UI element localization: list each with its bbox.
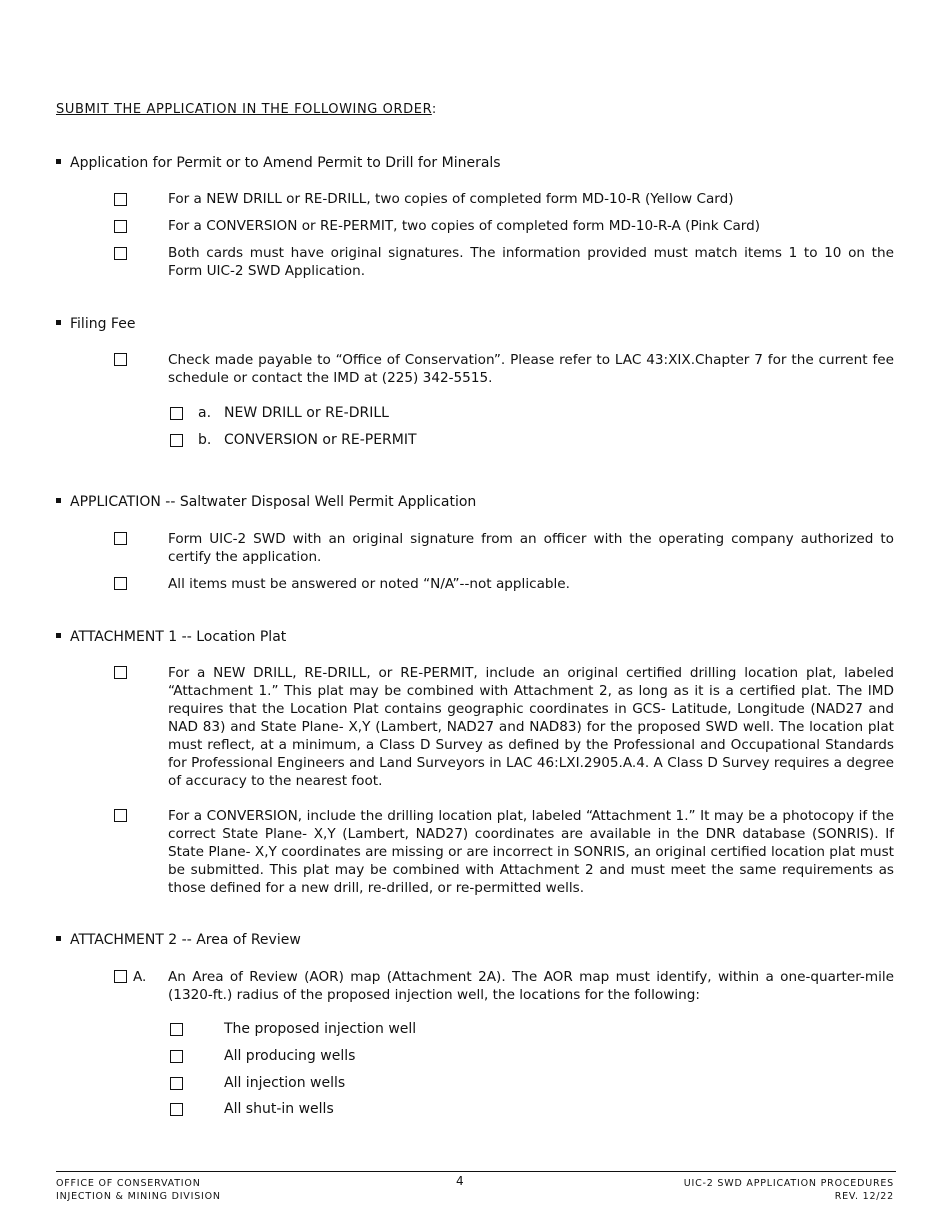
footer-left	[56, 1177, 221, 1203]
footer-right	[684, 1177, 894, 1203]
checkbox-check-payable[interactable]	[114, 353, 127, 366]
checkbox-fee-conversion[interactable]	[170, 434, 183, 447]
checkbox-uic2-form[interactable]	[114, 532, 127, 545]
checkbox-proposed-injection-well[interactable]	[170, 1023, 183, 1036]
application-item-2: All items must be answered or noted “N/A”--not applicable.	[168, 576, 570, 592]
fee-item-1: Check made payable to “Office of Conservation”. Please refer to LAC 43:XIX.Chapter 7 for the current fee schedule or contact the IMD at (225) 342-5515.	[168, 352, 894, 386]
footer-office: OFFICE OF CONSERVATION	[56, 1178, 201, 1189]
bullet-icon	[56, 159, 61, 164]
well-item-4: All shut-in wells	[224, 1101, 334, 1117]
fee-subitem-a: NEW DRILL or RE-DRILL	[224, 405, 389, 421]
attachment1-item-1: For a NEW DRILL, RE-DRILL, or RE-PERMIT, include an original certified drilling location plat, labeled “Attachment 1.” This plat may be combined with Attachment 2, as long as it is a certified plat. The IMD requires that the Location Plat contains geographic coordinates in GCS- Latitude, Longitude (NAD27 and NAD 83) and State Plane- X,Y (Lambert, NAD27 and NAD83) for the proposed SWD well. The location plat must reflect, at a minimum, a Class D Survey as defined by the Professional and Occupational Standards for Professional Engineers and Land Surveyors in LAC 46:LXI.2905.A.4. A Class D Survey requires a degree of accuracy to the nearest foot.	[168, 665, 894, 789]
section-permit-title	[56, 154, 501, 172]
permit-item-3: Both cards must have original signatures. The information provided must match items 1 to 10 on the Form UIC-2 SWD Application.	[168, 245, 894, 279]
well-item-2: All producing wells	[224, 1048, 356, 1064]
section-title-text: ATTACHMENT 1 -- Location Plat	[70, 629, 287, 645]
footer-revision: REV. 12/22	[834, 1191, 894, 1202]
page-heading	[56, 102, 437, 117]
permit-item-1: For a NEW DRILL or RE-DRILL, two copies of completed form MD-10-R (Yellow Card)	[168, 191, 734, 207]
checkbox-md10ra[interactable]	[114, 220, 127, 233]
checkbox-md10r[interactable]	[114, 193, 127, 206]
bullet-icon	[56, 936, 61, 941]
fee-subitem-a-marker: a.	[198, 405, 212, 421]
checkbox-conversion-plat[interactable]	[114, 809, 127, 822]
fee-subitem-b: CONVERSION or RE-PERMIT	[224, 432, 417, 448]
attachment1-item-2: For a CONVERSION, include the drilling location plat, labeled “Attachment 1.” It may be a photocopy if the correct State Plane- X,Y (Lambert, NAD27) coordinates are available in the DNR database (SONRIS). If State Plane- X,Y coordinates are missing or are incorrect in SONRIS, an original certified location plat must be submitted. This plat may be combined with Attachment 2 and must meet the same requirements as those defined for a new drill, re-drilled, or re-permitted wells.	[168, 808, 894, 896]
section-title-text: Filing Fee	[70, 316, 136, 332]
section-title-text: ATTACHMENT 2 -- Area of Review	[70, 932, 301, 948]
well-item-1: The proposed injection well	[224, 1021, 417, 1037]
section-title-text: APPLICATION -- Saltwater Disposal Well Permit Application	[70, 494, 477, 510]
bullet-icon	[56, 498, 61, 503]
bullet-icon	[56, 633, 61, 638]
checkbox-aor-map[interactable]	[114, 970, 127, 983]
application-item-1: Form UIC-2 SWD with an original signature from an officer with the operating company authorized to certify the application.	[168, 531, 894, 565]
footer-doc-title: UIC-2 SWD APPLICATION PROCEDURES	[683, 1178, 894, 1189]
bullet-icon	[56, 320, 61, 325]
section-fee-title	[56, 315, 135, 333]
section-attachment2-title	[56, 931, 301, 949]
footer-rule	[56, 1171, 896, 1172]
section-application-title	[56, 493, 476, 511]
checkbox-producing-wells[interactable]	[170, 1050, 183, 1063]
section-attachment1-title	[56, 628, 286, 646]
section-title-text: Application for Permit or to Amend Permit to Drill for Minerals	[70, 155, 501, 171]
checkbox-new-drill-plat[interactable]	[114, 666, 127, 679]
footer-division: INJECTION & MINING DIVISION	[56, 1191, 221, 1202]
permit-item-2: For a CONVERSION or RE-PERMIT, two copies of completed form MD-10-R-A (Pink Card)	[168, 218, 761, 234]
heading-text: SUBMIT THE APPLICATION IN THE FOLLOWING ORDER	[56, 102, 432, 117]
well-item-3: All injection wells	[224, 1075, 346, 1091]
heading-colon: :	[431, 102, 437, 117]
checkbox-fee-new-drill[interactable]	[170, 407, 183, 420]
checkbox-items-answered[interactable]	[114, 577, 127, 590]
checkbox-shut-in-wells[interactable]	[170, 1103, 183, 1116]
attachment2-item-a: An Area of Review (AOR) map (Attachment 2A). The AOR map must identify, within a one-quarter-mile (1320-ft.) radius of the proposed injection well, the locations for the following:	[168, 969, 894, 1003]
checkbox-signatures[interactable]	[114, 247, 127, 260]
attachment2-item-a-marker: A.	[133, 969, 147, 985]
page-number: 4	[456, 1174, 464, 1188]
fee-subitem-b-marker: b.	[198, 432, 212, 448]
checkbox-injection-wells[interactable]	[170, 1077, 183, 1090]
